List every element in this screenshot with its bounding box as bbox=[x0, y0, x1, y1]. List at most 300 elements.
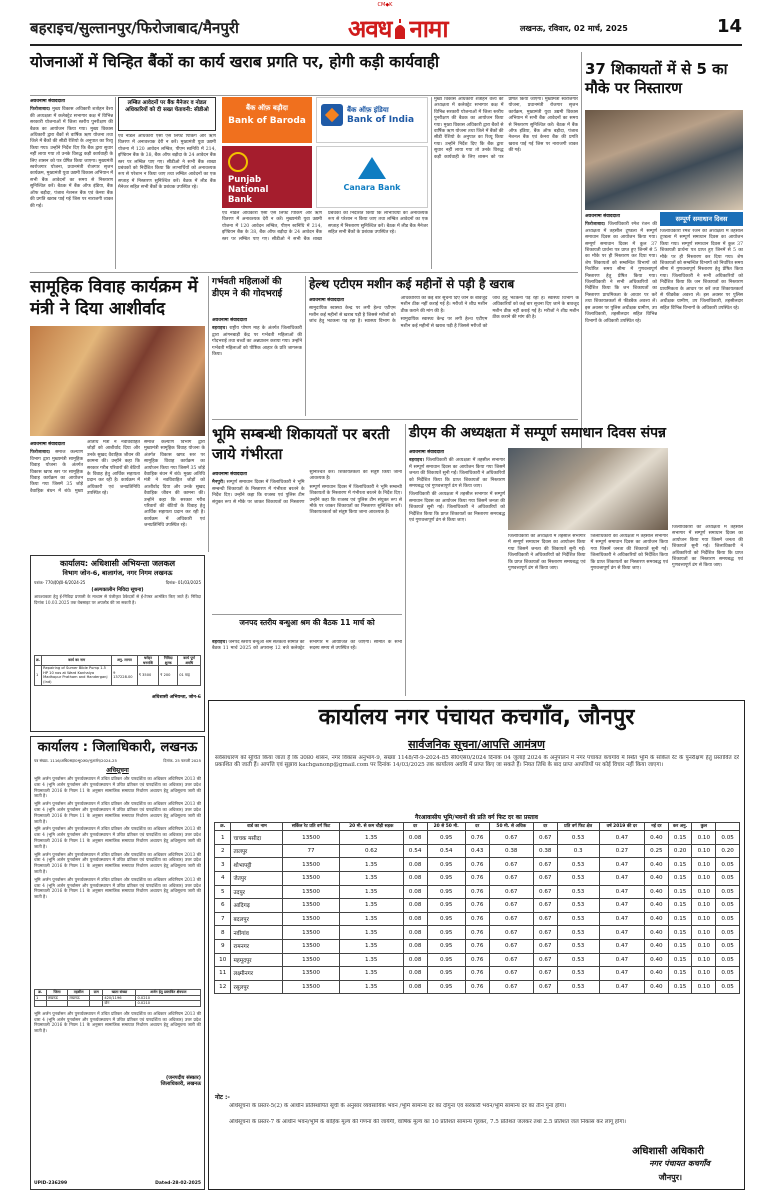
bob-hindi: बैंक ऑफ़ बड़ौदा bbox=[246, 104, 288, 112]
table-cell: 0.38 bbox=[489, 844, 533, 858]
table-cell: 77 bbox=[283, 844, 339, 858]
table-row bbox=[215, 831, 740, 845]
story6-place: मैनपुरी। bbox=[212, 480, 225, 486]
table-cell: 0.10 bbox=[692, 953, 716, 967]
table-cell: 13500 bbox=[283, 871, 339, 885]
table-cell: 0.27 bbox=[599, 844, 644, 858]
table-cell: 0.53 bbox=[557, 871, 599, 885]
tender3-notice: सार्वजनिक सूचना/आपत्ति आमंत्रण bbox=[408, 738, 545, 751]
tender3-note-label: नोट :- bbox=[215, 1094, 230, 1101]
table-cell: 0.15 bbox=[668, 831, 692, 845]
story3-headline: सामूहिक विवाह कार्यक्रम में मंत्री ने दिया आशीर्वाद bbox=[30, 277, 198, 319]
tender3-dept: कार्यालय नगर पंचायत कचगाँव, जौनपुर bbox=[318, 705, 635, 730]
table-cell: 0.05 bbox=[716, 871, 740, 885]
table-row bbox=[215, 899, 740, 913]
table-cell: 13500 bbox=[283, 831, 339, 845]
table-cell: 0.40 bbox=[645, 926, 669, 940]
table-cell: 0.76 bbox=[465, 980, 489, 994]
table-cell: 0.67 bbox=[533, 967, 557, 981]
tender3-note-2: अधिसूचना के प्रस्तर-7 के आधीन भवन/भूमि के बाहिक मूल्य की गणना की जायेगी, वार्षिक मूल्य का 10 प्रतिशत सामान्य गृहकर, 7.5 प्रतिशत जलकर तथा 2.5 प्रतिशत जल निकास कर लागू होगा। bbox=[229, 1119, 627, 1125]
story7-headline: डीएम की अध्यक्षता में सम्पूर्ण समाधान दिवस संपन्न bbox=[409, 425, 666, 441]
boi-star-icon bbox=[321, 104, 343, 126]
table-cell: 11 bbox=[215, 967, 231, 981]
table-cell: 0.10 bbox=[692, 939, 716, 953]
pnb-icon bbox=[228, 152, 248, 172]
table-cell: 8 bbox=[215, 926, 231, 940]
table-cell: 0.10 bbox=[692, 858, 716, 872]
tender1-notice-title: (अल्पकालीन निविदा सूचना) bbox=[91, 587, 144, 593]
table-cell: 0.47 bbox=[599, 885, 644, 899]
table-cell: 0.62 bbox=[339, 844, 403, 858]
table-cell: 1 bbox=[215, 831, 231, 845]
table-cell: 0.53 bbox=[557, 858, 599, 872]
table-cell: 0.67 bbox=[489, 953, 533, 967]
table-cell: 4 bbox=[215, 871, 231, 885]
table-cell: नवींगांव bbox=[231, 926, 283, 940]
table-cell: 0.67 bbox=[533, 953, 557, 967]
story1-byline: अवधनामा संवाददाता bbox=[30, 99, 65, 104]
table-cell: 13500 bbox=[283, 858, 339, 872]
story6-text: सम्पूर्ण समाधान दिवस में जिलाधिकारी ने भूमि सम्बन्धी शिकायतों के निस्तारण में गंभीरता बरतने के निर्देश दिए। उन्होंने कहा कि राजस्व एवं पुलिस टीम संयुक्त रूप से मौके पर जाकर शिकायतों का निस्तारण सुनिश्चित करें। शिकायतकर्ता को संतुष्ट किया जाना आवश्यक है। bbox=[212, 470, 402, 505]
story3-body-col3 bbox=[144, 440, 205, 552]
table-row bbox=[215, 871, 740, 885]
table-cell: 0.20 bbox=[668, 844, 692, 858]
table-cell: 0.40 bbox=[645, 899, 669, 913]
story5-body bbox=[309, 296, 579, 416]
story1-column-1 bbox=[30, 97, 113, 269]
logo-part-right: नामा bbox=[409, 15, 448, 43]
logo-mosque-icon bbox=[393, 17, 407, 37]
tender2-notice: अधिसूचना bbox=[106, 767, 129, 774]
table-cell: 0.38 bbox=[533, 844, 557, 858]
story7-text-mid2: जिलाधिकारी की अध्यक्षता में तहसील सभागार में सम्पूर्ण समाधान दिवस का आयोजन किया गया जिसमें जनता की शिकायतें सुनी गईं। जिलाधिकारी ने अधिकारियों को निर्देशित किया कि प्राप्त शिकायतों का निस्तारण समयबद्ध एवं गुणवत्तापूर्ण ढंग से किया जाए। bbox=[590, 534, 668, 572]
table-cell: 0.15 bbox=[668, 858, 692, 872]
table-cell: 0.67 bbox=[489, 980, 533, 994]
table-cell: 13500 bbox=[283, 967, 339, 981]
table-cell: 13500 bbox=[283, 980, 339, 994]
table-cell: 0.05 bbox=[716, 980, 740, 994]
tender2-signature2: जिलाधिकारी, लखनऊ bbox=[160, 1080, 201, 1087]
story8-headline: जनपद स्तरीय बन्धुआ श्रम की बैठक 11 मार्च को bbox=[239, 618, 375, 627]
story3-text-cont: समाज कल्याण विभाग द्वारा मुख्यमंत्री सामूहिक विवाह योजना के अंतर्गत विकास खण्ड स्तर पर सामूहिक विवाह कार्यक्रम का आयोजन किया गया जिसमें 35 जोड़े वैवाहिक बंधन में बंधे। मुख्य अतिथि मंत्री ने नवविवाहित जोड़ों को आशीर्वाद दिया और उनके सुखद वैवाहिक जीवन की कामना की। उन्होंने कहा कि सरकार गरीब परिवारों की बेटियों के विवाह हेतु आर्थिक सहायता प्रदान कर रही है। कार्यक्रम में अधिकारी एवं जनप्रतिनिधि उपस्थित रहे। bbox=[144, 440, 205, 529]
table-cell: 0.05 bbox=[716, 953, 740, 967]
table-cell: 1.35 bbox=[339, 831, 403, 845]
tender2-body: भूमि अर्जन पुनर्वासन और पुनर्व्यवस्थापन में उचित प्रतिकर और पारदर्शिता का अधिकार अधिनियम 2013 की धारा 4 (भूमि अर्जन पुनर्वासन और पुनर्व्यवस्थापन में उचित प्रतिकर एवं पारदर्शिता का अधिकार) उत्तर प्रदेश नियमावली 2016 के नियम 11 के अनुसार सामाजिक समाघात निर्धारण अध्ययन हेतु अधिसूचना जारी की जाती है। भूमि अर्जन पुनर्वासन और पुनर्व्यवस्थापन में उचित प्रतिकर और पारदर्शिता का अधिकार अधिनियम 2013 की धारा 4 (भूमि अर्जन पुनर्वासन और पुनर्व्यवस्थापन में उचित प्रतिकर एवं पारदर्शिता का अधिकार) उत्तर प्रदेश नियमावली 2016 के नियम 11 के अनुसार सामाजिक समाघात निर्धारण अध्ययन हेतु अधिसूचना जारी की जाती है। भूमि अर्जन पुनर्वासन और पुनर्व्यवस्थापन में उचित प्रतिकर और पारदर्शिता का अधिकार अधिनियम 2013 की धारा 4 (भूमि अर्जन पुनर्वासन और पुनर्व्यवस्थापन में उचित प्रतिकर एवं पारदर्शिता का अधिकार) उत्तर प्रदेश नियमावली 2016 के नियम 11 के अनुसार सामाजिक समाघात निर्धारण अध्ययन हेतु अधिसूचना जारी की जाती है। भूमि अर्जन पुनर्वासन और पुनर्व्यवस्थापन में उचित प्रतिकर और पारदर्शिता का अधिकार अधिनियम 2013 की धारा 4 (भूमि अर्जन पुनर्वासन और पुनर्व्यवस्थापन में उचित प्रतिकर एवं पारदर्शिता का अधिकार) उत्तर प्रदेश नियमावली 2016 के नियम 11 के अनुसार सामाजिक समाघात निर्धारण अध्ययन हेतु अधिसूचना जारी की जाती है। भूमि अर्जन पुनर्वासन और पुनर्व्यवस्थापन में उचित प्रतिकर और पारदर्शिता का अधिकार अधिनियम 2013 की धारा 4 (भूमि अर्जन पुनर्वासन और पुनर्व्यवस्थापन में उचित प्रतिकर एवं पारदर्शिता का अधिकार) उत्तर प्रदेश नियमावली 2016 के नियम 11 के अनुसार सामाजिक समाघात निर्धारण अध्ययन हेतु अधिसूचना जारी की जाती है। bbox=[34, 776, 201, 900]
story2-text-cont: जिलाधिकारी रमेश रंजन की अध्यक्षता में तहसील टूण्डला में सम्पूर्ण समाधान दिवस का आयोजन किया गया। सम्पूर्ण समाधान दिवस में कुल 37 शिकायती प्रार्थना पत्र प्राप्त हुए जिनमें से 5 का मौके पर ही निस्तारण कर दिया गया। शेष शिकायतों को सम्बन्धित विभागों को निर्धारित समय सीमा में गुणवत्तापूर्ण निस्तारण हेतु प्रेषित किया गया। जिलाधिकारी ने सभी अधिकारियों को निर्देशित किया कि जन शिकायतों का निस्तारण प्राथमिकता के आधार पर करें तथा शिकायतकर्ता से फीडबैक अवश्य लें। इस अवसर पर पुलिस अधीक्षक ग्रामीण, उप जिलाधिकारी, तहसीलदार सहित विभिन्न विभागों के अधिकारी उपस्थित रहे। bbox=[660, 229, 743, 311]
story6-body bbox=[212, 470, 402, 612]
story1-box-title: लम्बित आवेदनों पर बैंक मैनेजर व नोडल अधिकारियों को दी सख्त चेतावनी: सीडीओ bbox=[125, 100, 209, 113]
story2-banner: सम्पूर्ण समाधान दिवस bbox=[660, 212, 743, 226]
table-cell: 0.53 bbox=[557, 953, 599, 967]
edition-cities: बहराइच/सुल्तानपुर/फिरोजाबाद/मैनपुरी bbox=[30, 19, 239, 37]
table-cell: 3 bbox=[215, 858, 231, 872]
boi-english: Bank of India bbox=[347, 114, 415, 125]
table-cell: 2 bbox=[215, 844, 231, 858]
table-cell: 9 bbox=[215, 939, 231, 953]
story7-text-right: जिलाधिकारी की अध्यक्षता में तहसील सभागार में सम्पूर्ण समाधान दिवस का आयोजन किया गया जिसमें जनता की शिकायतें सुनी गईं। जिलाधिकारी ने अधिकारियों को निर्देशित किया कि प्राप्त शिकायतों का निस्तारण समयबद्ध एवं गुणवत्तापूर्ण ढंग से किया जाए। bbox=[672, 525, 743, 569]
story2-byline: अवधनामा संवाददाता bbox=[585, 214, 620, 219]
story4-place: बहराइच। bbox=[212, 326, 228, 332]
table-cell: 0.67 bbox=[533, 885, 557, 899]
dateline: लखनऊ, रविवार, 02 मार्च, 2025 bbox=[520, 24, 628, 33]
table-cell: तालपुर bbox=[231, 844, 283, 858]
story1-body-cont: एवं नोडल अधिकारी ऐसी ऐसे लिफ्ट पिकिंग और ऋण वितरण में अनावश्यक देरी न करें। मुख्यमंत्री युवा उद्यमी योजना में 120 आवेदन लम्बित, पीएम स्वनिधि में 214, इण्डियन बैंक के 38, बैंक ऑफ बड़ौदा के 24 आवेदन बैंक स्तर पर लम्बित पाए गए। सीडीओ ने सभी बैंक शाखा प्रबंधकों को निर्देशित किया कि लाभार्थियों को अनावश्यक रूप से परेशान न किया जाए तथा लम्बित आवेदनों का एक सप्ताह में निस्तारण सुनिश्चित करें। बैठक में लीड बैंक मैनेजर सहित सभी बैंकों के प्रबंधक उपस्थित रहे। bbox=[222, 211, 428, 242]
table-cell: 0.15 bbox=[668, 967, 692, 981]
table-cell: 0.95 bbox=[427, 885, 465, 899]
table-cell: 0.40 bbox=[645, 967, 669, 981]
table-cell: 0.67 bbox=[489, 899, 533, 913]
tender2-table: क्र. जिला तहसील ग्राम खाता संख्या अर्जन हेतु प्रस्तावित क्षेत्रफल 1 लखनऊ लखनऊ 420/1196 0.0210 योग 0.0210 bbox=[34, 989, 201, 1007]
table-cell: 0.67 bbox=[533, 912, 557, 926]
table-cell: 0.10 bbox=[692, 980, 716, 994]
table-cell: 0.10 bbox=[692, 871, 716, 885]
story2-text: जिलाधिकारी रमेश रंजन की अध्यक्षता में तहसील टूण्डला में सम्पूर्ण समाधान दिवस का आयोजन किया गया। सम्पूर्ण समाधान दिवस में कुल 37 शिकायती प्रार्थना पत्र प्राप्त हुए जिनमें से 5 का मौके पर ही निस्तारण कर दिया गया। शेष शिकायतों को सम्बन्धित विभागों को निर्धारित समय सीमा में गुणवत्तापूर्ण निस्तारण हेतु प्रेषित किया गया। जिलाधिकारी ने सभी अधिकारियों को निर्देशित किया कि जन शिकायतों का निस्तारण प्राथमिकता के आधार पर करें तथा शिकायतकर्ता से फीडबैक अवश्य लें। इस अवसर पर पुलिस अधीक्षक ग्रामीण, उप जिलाधिकारी, तहसीलदार सहित विभिन्न विभागों के अधिकारी उपस्थित रहे। bbox=[585, 222, 657, 324]
table-cell: 0.08 bbox=[403, 967, 427, 981]
table-cell: 0.40 bbox=[645, 885, 669, 899]
table-cell: 0.43 bbox=[465, 844, 489, 858]
story7-text-cont: जिलाधिकारी की अध्यक्षता में तहसील सभागार में सम्पूर्ण समाधान दिवस का आयोजन किया गया जिसमें जनता की शिकायतें सुनी गईं। जिलाधिकारी ने अधिकारियों को निर्देशित किया कि प्राप्त शिकायतों का निस्तारण समयबद्ध एवं गुणवत्तापूर्ण ढंग से किया जाए। bbox=[409, 492, 505, 524]
table-cell: 0.15 bbox=[668, 885, 692, 899]
story3-body bbox=[30, 440, 140, 552]
table-cell: 0.40 bbox=[645, 912, 669, 926]
table-cell: 0.40 bbox=[645, 980, 669, 994]
table-cell: 0.67 bbox=[489, 885, 533, 899]
table-row bbox=[215, 844, 740, 858]
table-cell: 0.95 bbox=[427, 926, 465, 940]
story1-column-4 bbox=[434, 97, 578, 269]
table-cell: 0.53 bbox=[557, 885, 599, 899]
table-row: योग 0.0210 bbox=[35, 1001, 201, 1007]
story2-place: फिरोजाबाद। bbox=[585, 222, 606, 228]
story7-body-right bbox=[672, 525, 743, 696]
tender1-signature: अधिशासी अभियन्ता, जोन-6 bbox=[151, 694, 201, 700]
table-cell: 0.53 bbox=[557, 899, 599, 913]
bank-of-india-logo bbox=[316, 97, 428, 143]
table-cell: उदपुर bbox=[231, 885, 283, 899]
tender1-zone: विभाग जोन-6, बालागंज, नगर निगम लखनऊ bbox=[62, 569, 173, 577]
story5-byline: अवधनामा संवाददाता bbox=[309, 298, 344, 303]
table-cell: 0.95 bbox=[427, 912, 465, 926]
story8-text: जनपद स्तरीय बन्धुआ श्रम सतर्कता समिति की बैठक 11 मार्च 2025 को अपरान्ह 12 बजे कलेक्ट्रेट सभागार में आयोजित की जाएगी। समिति के सभी सदस्य समय से उपस्थित रहें। bbox=[212, 640, 402, 652]
story3-photo bbox=[30, 326, 205, 436]
story3-byline: अवधनामा संवाददाता bbox=[30, 442, 65, 447]
story3-place: फिरोजाबाद। bbox=[30, 450, 51, 456]
table-row bbox=[215, 953, 740, 967]
table-cell: 13500 bbox=[283, 912, 339, 926]
tender1-ref: पत्रांक- 770/ई0ई0-6/2024-25 bbox=[34, 580, 86, 585]
table-cell: 0.67 bbox=[489, 926, 533, 940]
story2-headline: 37 शिकायतों में से 5 का मौके पर निस्तारण bbox=[585, 60, 728, 97]
table-cell: 0.10 bbox=[692, 967, 716, 981]
story3-text: समाज कल्याण विभाग द्वारा मुख्यमंत्री सामूहिक विवाह योजना के अंतर्गत विकास खण्ड स्तर पर सामूहिक विवाह कार्यक्रम का आयोजन किया गया जिसमें 35 जोड़े वैवाहिक बंधन में बंधे। मुख्य अतिथि मंत्री ने नवविवाहित जोड़ों को आशीर्वाद दिया और उनके सुखद वैवाहिक जीवन की कामना की। उन्होंने कहा कि सरकार गरीब परिवारों की बेटियों के विवाह हेतु आर्थिक सहायता प्रदान कर रही है। कार्यक्रम में अधिकारी एवं जनप्रतिनिधि उपस्थित रहे। bbox=[30, 440, 140, 497]
table-cell: 0.47 bbox=[599, 858, 644, 872]
story1-subhead-box bbox=[118, 97, 216, 131]
table-cell: रामनगर bbox=[231, 939, 283, 953]
tender3-rate-table: क्र. वार्ड का नाम सर्किल रेट प्रति वर्ग फिट 20 मी. से कम चौड़ी सड़क दर 20 से 50 मी. दर 50 मी. से अधिक दर प्रति वर्ग फिट क्षेत्र वर्ष 2019 की दर नई दर कर अनु. कुल 1 चाचक मसीदा 13500 1.35 0.08 0.95 0.76 0.67 0.67 0.53 0.47 0.40 0.15 0.10 0.05 2 तालपुर 77 0.62 0.54 0.54 0.43 0.38 0.38 0.3 0.27 0.25 0.20 0.10 0.20 3 शोभापट्टी 13500 1.35 0.08 0.95 0.76 0.67 0.67 0.53 0.47 0.40 0.15 0.10 0.05 4 जेतपुर 13500 1.35 0.08 0.95 0.76 0.67 0.67 0.53 0.47 0.40 0.15 0.10 0.05 5 उदपुर 13500 1.35 0.08 0.95 0.76 0.67 0.67 0.53 0.47 0.40 0.15 0.10 0.05 6 आदिगढ़ 13500 1.35 0.08 0.95 0.76 0.67 0.67 0.53 0.47 0.40 0.15 0.10 0.05 7 बदलपुर 13500 1.35 0.08 0.95 0.76 0.67 0.67 0.53 0.47 0.40 0.15 0.10 0.05 8 नवींगांव 13500 1.35 0.08 0.95 0.76 0.67 0.67 0.53 0.47 0.40 0.15 0.10 0.05 9 रामनगर 13500 1.35 0.08 0.95 0.76 0.67 0.67 0.53 0.47 0.40 0.15 0.10 0.05 10 महमूदपुर 13500 1.35 0.08 0.95 0.76 0.67 0.67 0.53 0.47 0.40 0.15 0.10 0.05 11 लक्ष्मीनगर 13500 1.35 0.08 0.95 0.76 0.67 0.67 0.53 0.47 0.40 0.15 0.10 0.05 12 रसूलपुर 13500 1.35 0.08 0.95 0.76 0.67 0.67 0.53 0.47 0.40 0.15 0.10 0.05 bbox=[214, 822, 740, 994]
page-number: 14 bbox=[716, 16, 742, 37]
tender1-date: दिनांक- 01/03/2025 bbox=[165, 580, 201, 585]
table-cell: 0.76 bbox=[465, 967, 489, 981]
table-cell: 0.95 bbox=[427, 939, 465, 953]
table-cell: 0.20 bbox=[716, 844, 740, 858]
story4-text: राष्ट्रीय पोषण माह के अंतर्गत जिलाधिकारी द्वारा आंगनबाड़ी केंद्र पर गर्भवती महिलाओं की गोदभराई तथा बच्चों का अन्नप्राशन कराया गया। उन्होंने गर्भवती महिलाओं को पौष्टिक आहार के प्रति जागरूक किया। bbox=[212, 326, 302, 358]
tender-nagar-panchayat bbox=[208, 700, 745, 1190]
table-cell: 13500 bbox=[283, 939, 339, 953]
table-cell: 0.76 bbox=[465, 912, 489, 926]
table-cell: महमूदपुर bbox=[231, 953, 283, 967]
table-cell: 0.05 bbox=[716, 885, 740, 899]
table-cell: 7 bbox=[215, 912, 231, 926]
newspaper-logo bbox=[348, 12, 448, 45]
story1-column-3 bbox=[222, 211, 428, 269]
table-cell: 13500 bbox=[283, 885, 339, 899]
table-cell: 0.67 bbox=[533, 858, 557, 872]
table-cell: 1.35 bbox=[339, 912, 403, 926]
table-cell: 0.76 bbox=[465, 899, 489, 913]
table-cell: 0.05 bbox=[716, 899, 740, 913]
table-cell: 0.76 bbox=[465, 871, 489, 885]
table-cell: 1.35 bbox=[339, 926, 403, 940]
table-cell: 12 bbox=[215, 980, 231, 994]
story1-body2: एवं नोडल अधिकारी ऐसी ऐसे लिफ्ट पिकिंग और ऋण वितरण में अनावश्यक देरी न करें। मुख्यमंत्री युवा उद्यमी योजना में 120 आवेदन लम्बित, पीएम स्वनिधि में 214, इण्डियन बैंक के 38, बैंक ऑफ बड़ौदा के 24 आवेदन बैंक स्तर पर लम्बित पाए गए। सीडीओ ने सभी बैंक शाखा प्रबंधकों को निर्देशित किया कि लाभार्थियों को अनावश्यक रूप से परेशान न किया जाए तथा लम्बित आवेदनों का एक सप्ताह में निस्तारण सुनिश्चित करें। बैठक में लीड बैंक मैनेजर सहित सभी बैंकों के प्रबंधक उपस्थित रहे। bbox=[118, 134, 216, 191]
table-row bbox=[215, 885, 740, 899]
table-cell: 1.35 bbox=[339, 980, 403, 994]
table-cell: 0.05 bbox=[716, 967, 740, 981]
table-cell: 0.08 bbox=[403, 899, 427, 913]
table-cell: 0.10 bbox=[692, 885, 716, 899]
table-cell: 1.35 bbox=[339, 885, 403, 899]
table-cell: 0.47 bbox=[599, 899, 644, 913]
tender3-intro: सर्वसाधारण को सूचित किया जाता है कि उ0प्र0 शासन, नगर विकास अनुभाग-9, संख्या 1148/नौ-9-2024-85 सी0एस0/2024 दिनांक 04 जुलाई 2024 के अनुपालन में नगर पंचायत कचगाँव में स्थित भूमि के सर्किल रेट के पुनरीक्षण हेतु प्रस्तावित दरें प्रकाशित की जाती हैं। आपत्ति एवं सुझाव kachganonp@gmail.com पर दिनांक 14/03/2025 तक कार्यालय अवधि में प्राप्त किए जा सकते हैं। नियत तिथि के बाद प्राप्त आपत्तियों पर कोई विचार नहीं किया जाएगा। bbox=[215, 755, 739, 769]
table-cell: 0.95 bbox=[427, 953, 465, 967]
table-cell: 0.40 bbox=[645, 831, 669, 845]
boi-hindi: बैंक ऑफ़ इंडिया bbox=[347, 105, 389, 114]
table-cell: 0.08 bbox=[403, 953, 427, 967]
table-cell: 0.15 bbox=[668, 939, 692, 953]
table-cell: 0.67 bbox=[533, 939, 557, 953]
table-row: 1 लखनऊ लखनऊ 420/1196 0.0210 bbox=[35, 995, 201, 1001]
story8-place: बहराइच। bbox=[212, 640, 228, 645]
table-cell: 0.15 bbox=[668, 871, 692, 885]
table-cell: 0.67 bbox=[533, 899, 557, 913]
table-cell: 0.47 bbox=[599, 912, 644, 926]
tender-jalkal bbox=[30, 555, 205, 732]
table-cell: 0.10 bbox=[692, 831, 716, 845]
table-cell: 0.08 bbox=[403, 885, 427, 899]
story8-body bbox=[212, 640, 402, 696]
table-cell: 0.40 bbox=[645, 953, 669, 967]
table-cell: 0.08 bbox=[403, 939, 427, 953]
table-cell: 0.95 bbox=[427, 967, 465, 981]
tender2-signature: (जनपदीय संस्कार) bbox=[166, 1074, 201, 1081]
story1-column-2 bbox=[118, 134, 216, 269]
logo-part-left: अवध bbox=[348, 15, 392, 43]
table-cell: चाचक मसीदा bbox=[231, 831, 283, 845]
table-cell: 0.47 bbox=[599, 939, 644, 953]
table-cell: 0.47 bbox=[599, 871, 644, 885]
table-cell: 0.40 bbox=[645, 858, 669, 872]
story6-text-cont: सम्पूर्ण समाधान दिवस में जिलाधिकारी ने भूमि सम्बन्धी शिकायतों के निस्तारण में गंभीरता बरतने के निर्देश दिए। उन्होंने कहा कि राजस्व एवं पुलिस टीम संयुक्त रूप से मौके पर जाकर शिकायतों का निस्तारण सुनिश्चित करें। शिकायतकर्ता को संतुष्ट किया जाना आवश्यक है। bbox=[309, 484, 402, 516]
story5-headline: हेल्थ एटीएम मशीन कई महीनों से पड़ी है खराब bbox=[309, 277, 515, 291]
table-cell: 0.47 bbox=[599, 953, 644, 967]
table-cell: 0.15 bbox=[668, 980, 692, 994]
table-cell: आदिगढ़ bbox=[231, 899, 283, 913]
table-cell: जेतपुर bbox=[231, 871, 283, 885]
bank-of-baroda-logo bbox=[222, 97, 312, 143]
table-cell: 0.08 bbox=[403, 980, 427, 994]
table-row bbox=[215, 980, 740, 994]
table-cell: 0.54 bbox=[403, 844, 427, 858]
table-row bbox=[215, 912, 740, 926]
story4-headline: गर्भवती महिलाओं की डीएम ने की गोदभराई bbox=[212, 277, 283, 299]
table-cell: 0.53 bbox=[557, 939, 599, 953]
story2-body-col2 bbox=[660, 229, 743, 522]
print-color-tag: CM◆K bbox=[377, 2, 393, 8]
table-cell: 0.95 bbox=[427, 899, 465, 913]
table-cell: 0.47 bbox=[599, 831, 644, 845]
table-cell: 0.3 bbox=[557, 844, 599, 858]
table-cell: 0.76 bbox=[465, 939, 489, 953]
table-cell: 0.47 bbox=[599, 926, 644, 940]
tender2-footer-text: भूमि अर्जन पुनर्वासन और पुनर्व्यवस्थापन में उचित प्रतिकर और पारदर्शिता का अधिकार अधिनियम 2013 की धारा 4 (भूमि अर्जन पुनर्वासन और पुनर्व्यवस्थापन में उचित प्रतिकर एवं पारदर्शिता का अधिकार) उत्तर प्रदेश नियमावली 2016 के नियम 11 के अनुसार सामाजिक समाघात निर्धारण अध्ययन हेतु अधिसूचना जारी की जाती है। bbox=[34, 1010, 201, 1034]
table-cell: 0.95 bbox=[427, 831, 465, 845]
table-cell: 0.08 bbox=[403, 858, 427, 872]
table-cell: 0.10 bbox=[692, 899, 716, 913]
story5-text: सामुदायिक स्वास्थ्य केन्द्र पर लगी हेल्थ एटीएम मशीन कई महीनों से खराब पड़ी है जिससे मरीजों को जांच हेतु भटकना पड़ रहा है। स्वास्थ्य विभाग के अधिकारियों को कई बार सूचना दिए जाने के बावजूद मशीन ठीक नहीं कराई गई है। मरीजों ने शीघ्र मशीन ठीक कराने की मांग की है। bbox=[309, 296, 488, 325]
table-cell: 0.08 bbox=[403, 831, 427, 845]
table-cell: 0.76 bbox=[465, 831, 489, 845]
table-cell: 0.08 bbox=[403, 912, 427, 926]
story7-photo bbox=[508, 448, 668, 530]
tender2-code-left: UPID-236299 bbox=[34, 1181, 68, 1186]
table-cell: 0.76 bbox=[465, 953, 489, 967]
story1-headline: योजनाओं में चिन्हित बैंकों का कार्य खराब प्रगति पर, होगी कड़ी कार्यवाही bbox=[30, 53, 440, 71]
story7-byline: अवधनामा संवाददाता bbox=[409, 450, 444, 455]
table-cell: रसूलपुर bbox=[231, 980, 283, 994]
tender2-dept: कार्यालय : जिलाधिकारी, लखनऊ bbox=[37, 740, 198, 755]
story6-byline: अवधनामा संवाददाता bbox=[212, 472, 247, 477]
table-cell: 1.35 bbox=[339, 858, 403, 872]
tender-district-magistrate bbox=[30, 736, 205, 1190]
story1-body: मुख्य विकास अधिकारी शत्रोहन वैश्य की अध्यक्षता में कलेक्ट्रेट सभागार कक्ष में विभिन्न सरकारी योजनाओं में जिला स्तरीय पुनरीक्षण की बैठक का आयोजन किया गया। मुख्य विकास अधिकारी द्वारा बैंकों से वार्षिक ऋण योजना तथा जिले में बैंकों की सीडी रेशियो के अनुपात का रिव्यू किया गया। उन्होंने निर्देश दिए कि बैंक द्वारा सुधार नहीं लाया गया तो उनके विरुद्ध कड़ी कार्यवाही के लिए शासन को पत्र प्रेषित किया जाएगा। मुख्यमंत्री स्वरोजगार योजना, प्रधानमंत्री रोजगार सृजन कार्यक्रम, मुख्यमंत्री युवा उद्यमी विकास अभियान में सभी बैंक आवेदनों का समय से निस्तारण सुनिश्चित करें। बैठक में बैंक ऑफ इंडिया, बैंक ऑफ बड़ौदा, पंजाब नेशनल बैंक एवं केनरा बैंक की प्रगति खराब पाई गई जिस पर नाराजगी व्यक्त की गई। bbox=[30, 107, 113, 209]
table-cell: बदलपुर bbox=[231, 912, 283, 926]
table-cell: 0.47 bbox=[599, 980, 644, 994]
table-cell: 0.10 bbox=[692, 926, 716, 940]
bob-english: Bank of Baroda bbox=[228, 116, 306, 126]
pnb-logo bbox=[222, 146, 312, 208]
tender1-body: आवश्यकता हेतु ई-निविदा प्रणाली के माध्यम से पंजीकृत ठेकेदारों से ई-टेण्डर आमंत्रित किए जाते हैं। निविदा दिनांक 10.03.2025 तक वेबसाइट पर अपलोड की जा सकती है। bbox=[34, 594, 201, 605]
table-cell: 0.47 bbox=[599, 967, 644, 981]
table-cell: 0.95 bbox=[427, 871, 465, 885]
table-cell: 0.76 bbox=[465, 926, 489, 940]
table-cell: 0.05 bbox=[716, 912, 740, 926]
table-cell: 0.15 bbox=[668, 912, 692, 926]
table-cell: 1.35 bbox=[339, 967, 403, 981]
table-cell: 0.40 bbox=[645, 939, 669, 953]
table-cell: 0.67 bbox=[489, 967, 533, 981]
story2-photo bbox=[585, 110, 743, 210]
table-cell: 10 bbox=[215, 953, 231, 967]
table-cell: 0.40 bbox=[645, 871, 669, 885]
story1-place: फिरोजाबाद। bbox=[30, 107, 51, 113]
tender3-sign-title: अधिशासी अधिकारी bbox=[632, 1146, 704, 1157]
table-cell: 1.35 bbox=[339, 899, 403, 913]
table-cell: 0.53 bbox=[557, 831, 599, 845]
table-cell: 6 bbox=[215, 899, 231, 913]
table-row bbox=[215, 858, 740, 872]
tender3-table-caption: गैरआवासीय भूमि/भवनों की प्रति वर्ग फिट दर का प्रस्ताव bbox=[415, 814, 538, 821]
table-cell: 0.05 bbox=[716, 858, 740, 872]
table-row: 1 Repairing of Sumer Bible Pump 1.5 HP 10 nos at Ward Kanhaiya Madhopur Pratham and Handerganj (Ind) 9 137228.00 ₹ 3500 ₹ 200 01 माह bbox=[35, 666, 201, 685]
table-cell: 0.05 bbox=[716, 926, 740, 940]
tender3-note-1: अधिसूचना के प्रस्तर-5(2) के आधीन प्रतिस्थापित सूची के अनुसार व्यवसायिक भवन /भूमि सामान्य दर का दोगुना एवं सरकारी भवन/भूमि सामान्य दर का तीन गुना होगा। bbox=[229, 1103, 567, 1109]
table-cell: 0.67 bbox=[489, 939, 533, 953]
tender2-code-right: Dated-28-02-2025 bbox=[155, 1181, 201, 1186]
table-cell: 0.25 bbox=[645, 844, 669, 858]
table-cell: 1.35 bbox=[339, 871, 403, 885]
masthead bbox=[30, 12, 742, 46]
table-cell: 0.67 bbox=[533, 926, 557, 940]
story7-text: जिलाधिकारी की अध्यक्षता में तहसील सभागार में सम्पूर्ण समाधान दिवस का आयोजन किया गया जिसमें जनता की शिकायतें सुनी गईं। जिलाधिकारी ने अधिकारियों को निर्देशित किया कि प्राप्त शिकायतों का निस्तारण समयबद्ध एवं गुणवत्तापूर्ण ढंग से किया जाए। bbox=[409, 458, 505, 490]
table-cell: 0.05 bbox=[716, 831, 740, 845]
table-cell: शोभापट्टी bbox=[231, 858, 283, 872]
table-cell: 1.35 bbox=[339, 939, 403, 953]
table-cell: 13500 bbox=[283, 926, 339, 940]
table-cell: 0.95 bbox=[427, 858, 465, 872]
table-cell: 0.67 bbox=[533, 980, 557, 994]
tender1-table: क्र. कार्य का नाम अनु. लागत धरोहर धनराशि निविदा शुल्क कार्य पूर्ण अवधि 1 Repairing of Sumer Bible Pump 1.5 HP 10 nos at Ward Kanhaiya Madhopur Pratham and Handerganj (Ind) 9 137228.00 ₹ 3500 ₹ 200 01 माह bbox=[34, 655, 201, 686]
story1-body-cont2: मुख्य विकास अधिकारी शत्रोहन वैश्य की अध्यक्षता में कलेक्ट्रेट सभागार कक्ष में विभिन्न सरकारी योजनाओं में जिला स्तरीय पुनरीक्षण की बैठक का आयोजन किया गया। मुख्य विकास अधिकारी द्वारा बैंकों से वार्षिक ऋण योजना तथा जिले में बैंकों की सीडी रेशियो के अनुपात का रिव्यू किया गया। उन्होंने निर्देश दिए कि बैंक द्वारा सुधार नहीं लाया गया तो उनके विरुद्ध कड़ी कार्यवाही के लिए शासन को पत्र प्रेषित किया जाएगा। मुख्यमंत्री स्वरोजगार योजना, प्रधानमंत्री रोजगार सृजन कार्यक्रम, मुख्यमंत्री युवा उद्यमी विकास अभियान में सभी बैंक आवेदनों का समय से निस्तारण सुनिश्चित करें। बैठक में बैंक ऑफ इंडिया, बैंक ऑफ बड़ौदा, पंजाब नेशनल बैंक एवं केनरा बैंक की प्रगति खराब पाई गई जिस पर नाराजगी व्यक्त की गई। bbox=[434, 97, 578, 160]
canara-bank-logo bbox=[316, 146, 428, 208]
table-cell: 0.10 bbox=[692, 844, 716, 858]
table-cell: 0.76 bbox=[465, 858, 489, 872]
story7-place: बहराइच। bbox=[409, 458, 425, 464]
table-cell: 0.67 bbox=[489, 912, 533, 926]
tender1-dept: कार्यालय: अधिशासी अभियन्ता जलकल bbox=[59, 559, 176, 568]
table-cell: 0.76 bbox=[465, 885, 489, 899]
table-cell: 13500 bbox=[283, 899, 339, 913]
pnb-name: Punjab National Bank bbox=[228, 175, 269, 205]
table-row bbox=[215, 967, 740, 981]
table-cell: 0.15 bbox=[668, 926, 692, 940]
table-cell: 0.67 bbox=[489, 831, 533, 845]
table-cell: 0.53 bbox=[557, 980, 599, 994]
table-cell: 0.15 bbox=[668, 953, 692, 967]
table-cell: 0.53 bbox=[557, 912, 599, 926]
table-cell: 0.05 bbox=[716, 939, 740, 953]
tender2-ref: पत्र संख्या- 1116/अधि0सहा0भू0अ0/भूअर्जन/2024-25 bbox=[34, 758, 117, 763]
table-cell: 5 bbox=[215, 885, 231, 899]
table-cell: लक्ष्मीनगर bbox=[231, 967, 283, 981]
canara-name: Canara Bank bbox=[343, 183, 401, 192]
table-cell: 0.08 bbox=[403, 926, 427, 940]
table-cell: 0.67 bbox=[533, 831, 557, 845]
tender3-sign-city: जौनपुर। bbox=[658, 1173, 682, 1182]
table-cell: 1.35 bbox=[339, 953, 403, 967]
table-cell: 0.08 bbox=[403, 871, 427, 885]
table-row bbox=[215, 926, 740, 940]
story7-body-mid bbox=[508, 534, 668, 696]
story4-byline: अवधनामा संवाददाता bbox=[212, 318, 247, 323]
table-cell: 0.53 bbox=[557, 926, 599, 940]
table-cell: 0.53 bbox=[557, 967, 599, 981]
story7-body-left bbox=[409, 448, 505, 696]
story5-text-cont: सामुदायिक स्वास्थ्य केन्द्र पर लगी हेल्थ एटीएम मशीन कई महीनों से खराब पड़ी है जिससे मरीजों को जांच हेतु भटकना पड़ रहा है। स्वास्थ्य विभाग के अधिकारियों को कई बार सूचना दिए जाने के बावजूद मशीन ठीक नहीं कराई गई है। मरीजों ने शीघ्र मशीन ठीक कराने की मांग की है। bbox=[400, 296, 579, 329]
table-cell: 0.67 bbox=[489, 858, 533, 872]
tender2-date: दिनांक- 25 फरवरी 2025 bbox=[163, 758, 201, 763]
story7-text-mid: जिलाधिकारी की अध्यक्षता में तहसील सभागार में सम्पूर्ण समाधान दिवस का आयोजन किया गया जिसमें जनता की शिकायतें सुनी गईं। जिलाधिकारी ने अधिकारियों को निर्देशित किया कि प्राप्त शिकायतों का निस्तारण समयबद्ध एवं गुणवत्तापूर्ण ढंग से किया जाए। bbox=[508, 534, 586, 572]
table-cell: 0.54 bbox=[427, 844, 465, 858]
